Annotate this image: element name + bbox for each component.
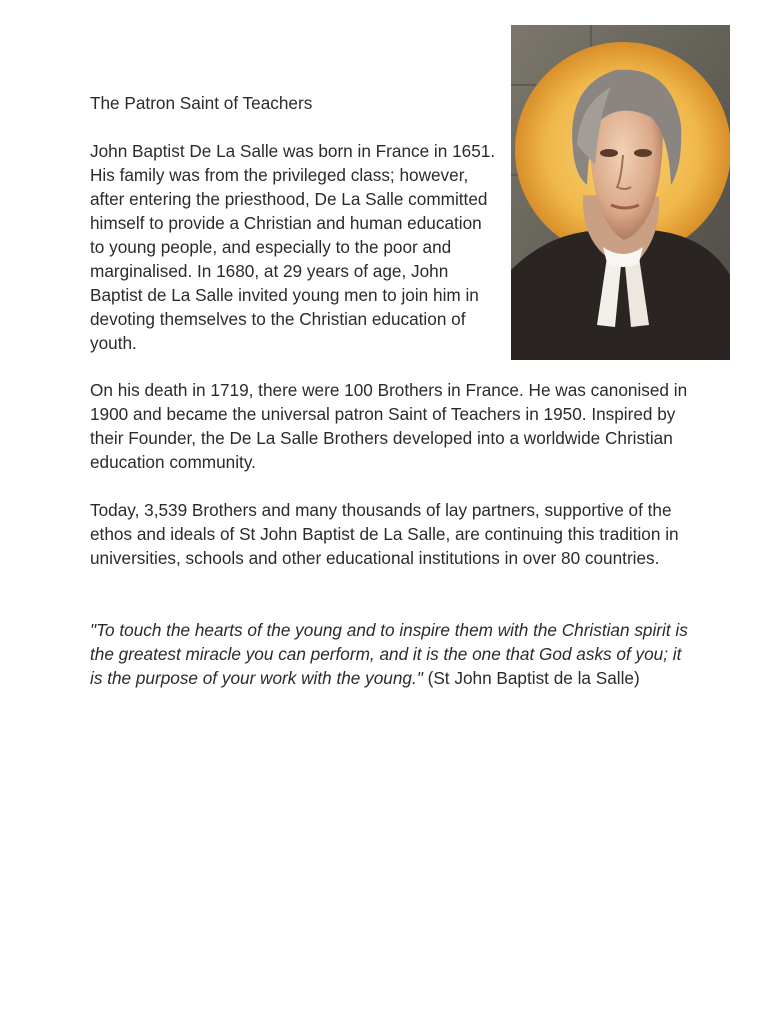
quote-text: "To touch the hearts of the young and to inspire them with the Christian spirit is the greatest miracle you can perform, and it is the one that God asks of you; it is the purpose of your work with the young." — [90, 620, 688, 688]
today-paragraph: Today, 3,539 Brothers and many thousands of lay partners, supportive of the ethos and ideals of St John Baptist de La Salle, are continuing this tradition in universities, schools and other educational institutions in over 80 countries. — [90, 500, 679, 568]
portrait-drawing — [511, 25, 730, 360]
quote-attribution: (St John Baptist de la Salle) — [422, 668, 640, 688]
document-title: The Patron Saint of Teachers — [90, 93, 313, 113]
saint-portrait-image — [511, 25, 730, 360]
death-canonisation-paragraph: On his death in 1719, there were 100 Brothers in France. He was canonised in 1900 and became the universal patron Saint of Teachers in 1950. Inspired by their Founder, the De La Salle Brothers developed into a worldwide Christian education community. — [90, 380, 688, 472]
quote-paragraph — [90, 618, 690, 690]
intro-paragraph: John Baptist De La Salle was born in France in 1651. His family was from the privileged class; however, after entering the priesthood, De La Salle committed himself to provide a Christian and human education to young people, and especially to the poor and marginalised. In 1680, at 29 years of age, John Baptist de La Salle invited young men to join him in devoting themselves to the Christian education of youth. — [90, 141, 496, 353]
